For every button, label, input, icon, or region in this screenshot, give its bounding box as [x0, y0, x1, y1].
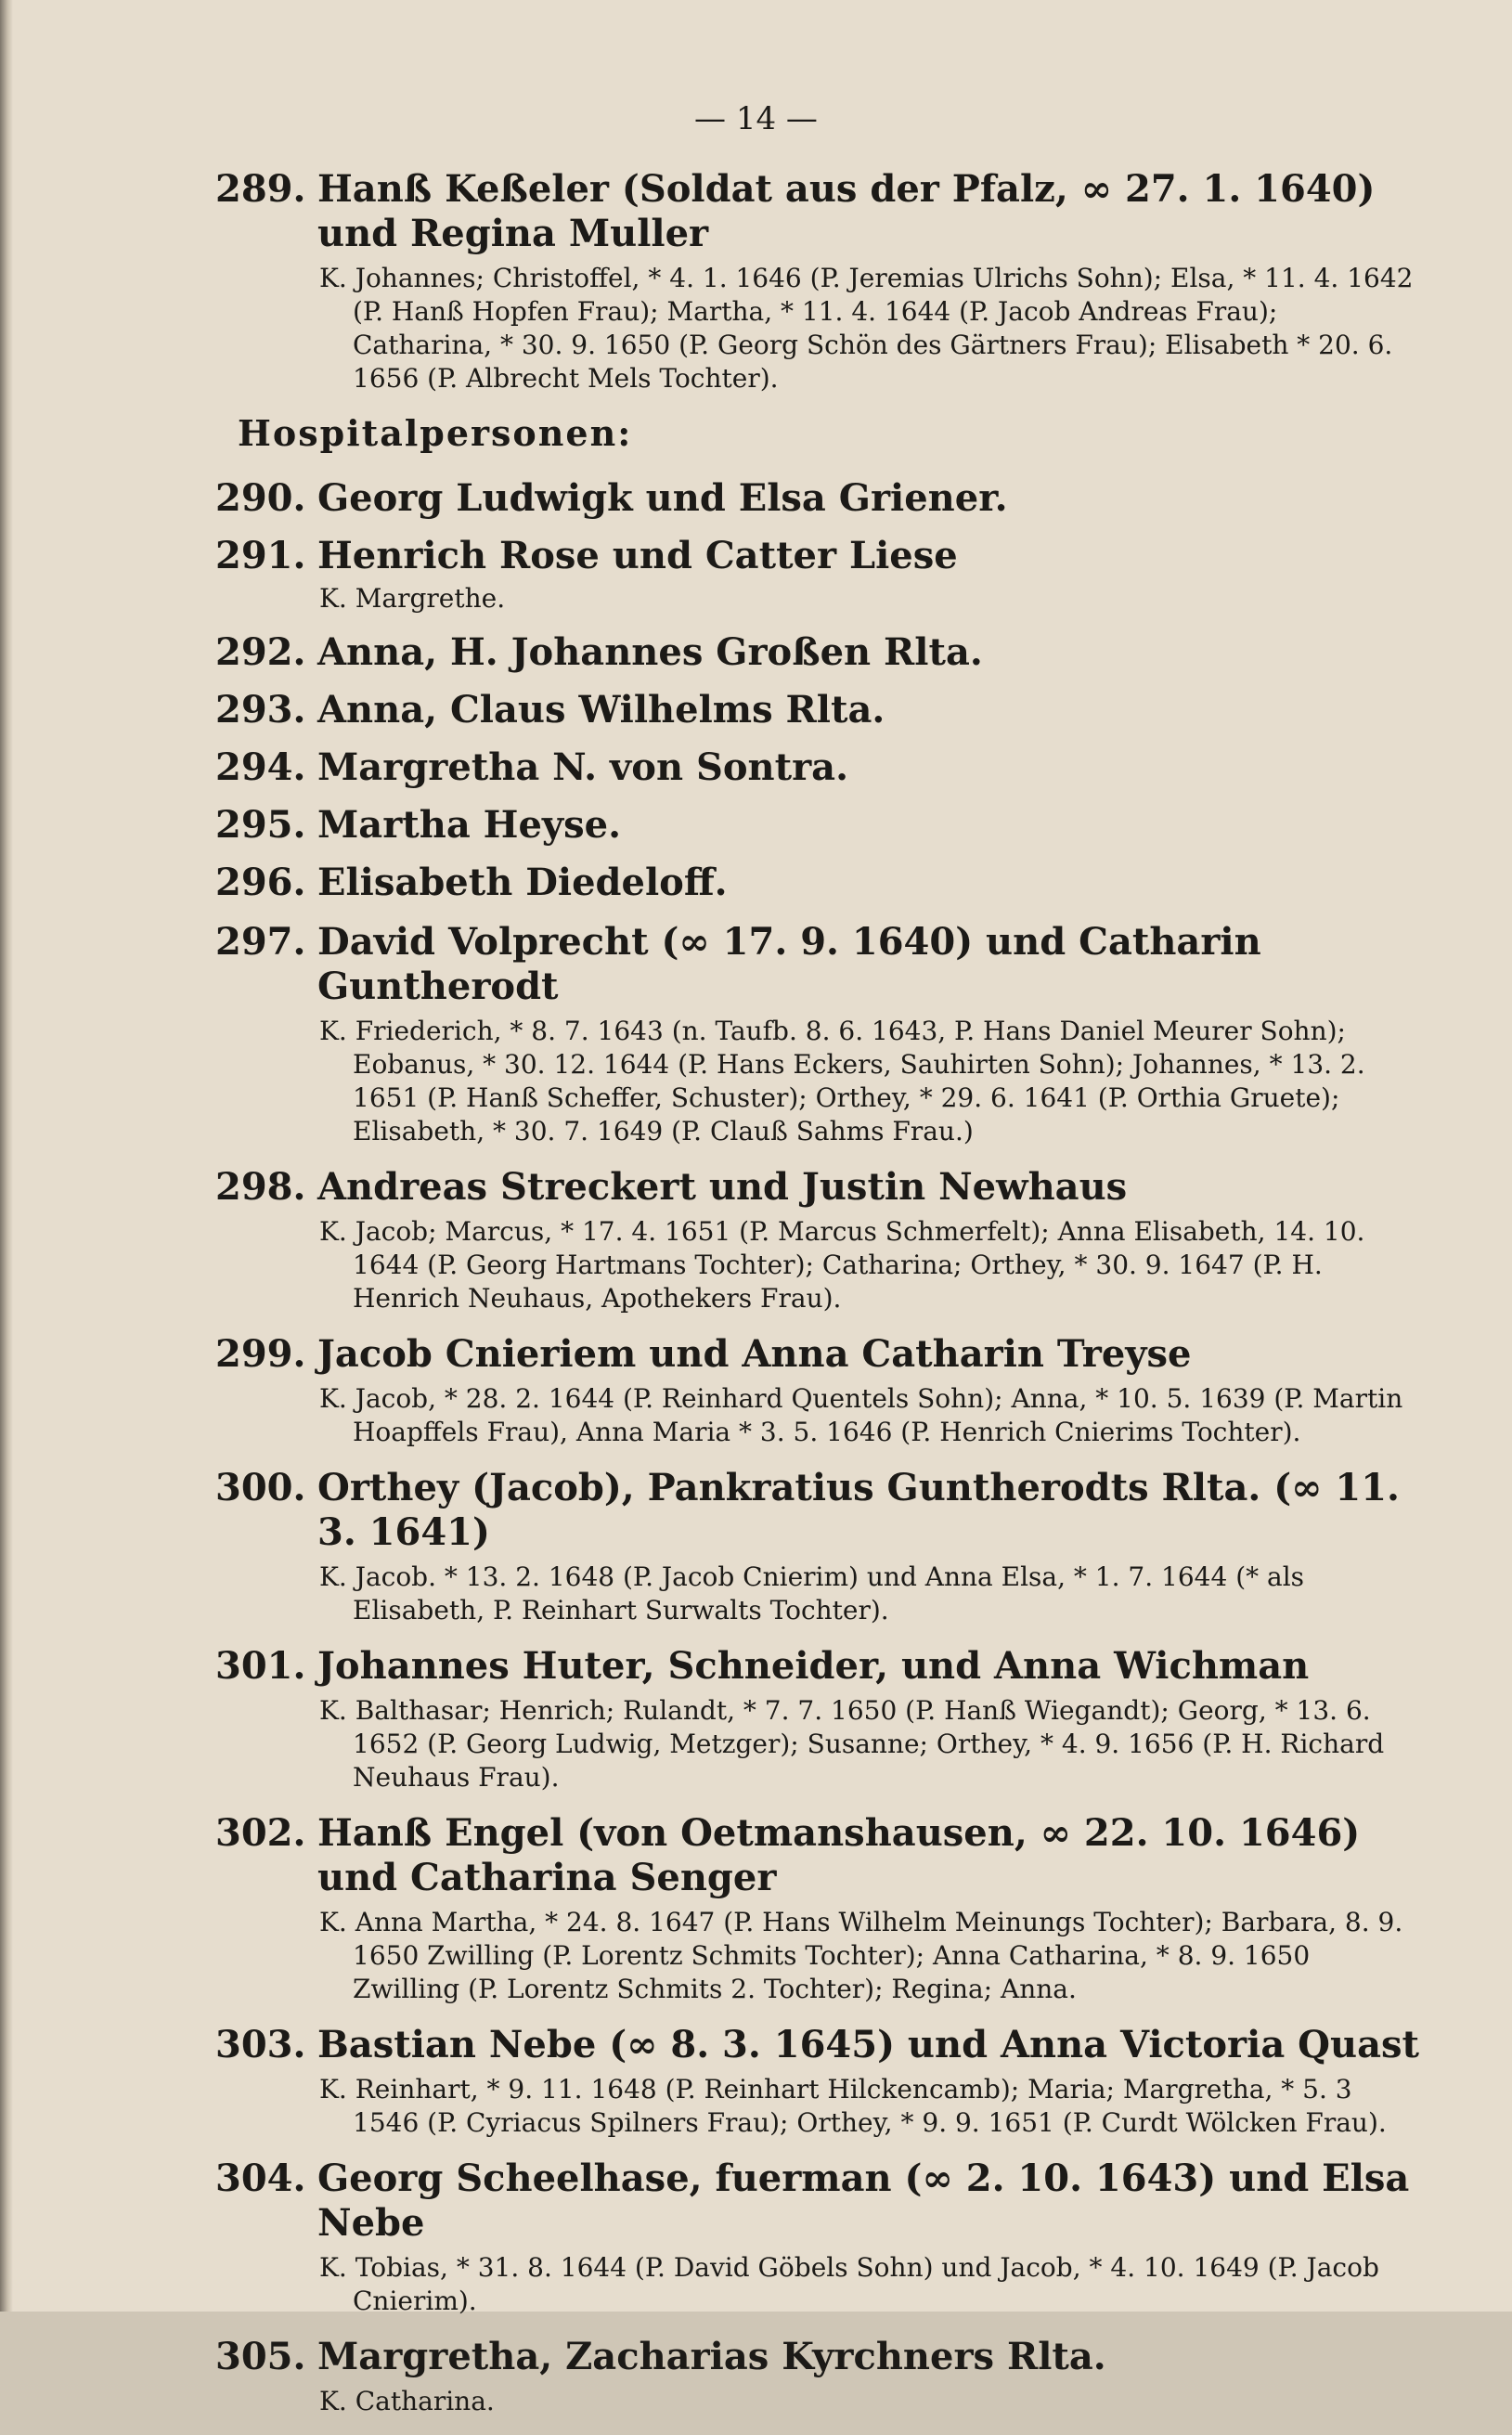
entry-heading — [215, 2157, 1422, 2246]
entry-number: 298. — [215, 1165, 306, 1209]
entry-children: K. Tobias, * 31. 8. 1644 (P. David Göbels Sohn) und Jacob, * 4. 10. 1649 (P. Jacob Cnierim). — [319, 2252, 1379, 2316]
entry-number: 304. — [215, 2157, 306, 2200]
entry-heading — [215, 1811, 1422, 1900]
entry-number: 303. — [215, 2023, 306, 2066]
entry-293 — [215, 690, 1422, 731]
entry-number: 294. — [215, 745, 306, 789]
entry-298 — [215, 1165, 1422, 1315]
entry-heading — [215, 2023, 1422, 2067]
entry-number: 300. — [215, 1466, 306, 1509]
entry-heading — [215, 862, 1422, 903]
entry-heading — [215, 1466, 1422, 1555]
entry-number: 296. — [215, 861, 306, 904]
entry-heading — [215, 1165, 1422, 1210]
entry-heading — [215, 1332, 1422, 1377]
entry-title: Henrich Rose und Catter Liese — [317, 534, 958, 577]
entry-number: 291. — [215, 534, 306, 577]
entry-heading — [215, 632, 1422, 673]
entry-number: 299. — [215, 1332, 306, 1376]
entry-number: 305. — [215, 2335, 306, 2378]
entry-children: K. Balthasar; Henrich; Rulandt, * 7. 7. 1650 (P. Hanß Wiegandt); Georg, * 13. 6. 1652 (P. Georg Ludwig, Metzger); Susanne; Orthey, * 4. 9. 1656 (P. H. Richard Neuhaus Frau). — [319, 1695, 1385, 1793]
entry-296 — [215, 862, 1422, 903]
page-edge-shadow — [0, 0, 13, 2312]
entry-title: Bastian Nebe (∞ 8. 3. 1645) und Anna Victoria Quast — [317, 2023, 1420, 2066]
entry-title: Margretha, Zacharias Kyrchners Rlta. — [317, 2335, 1106, 2378]
entry-title: Elisabeth Diedeloff. — [317, 861, 728, 904]
entry-295 — [215, 805, 1422, 846]
entry-number: 297. — [215, 920, 306, 964]
entry-children: K. Reinhart, * 9. 11. 1648 (P. Reinhart Hilckencamb); Maria; Margretha, * 5. 3 1546 (P. Cyriacus Spilners Frau); Orthey, * 9. 9. 1651 (P. Curdt Wölcken Frau). — [319, 2074, 1387, 2138]
entry-number: 290. — [215, 476, 306, 520]
entry-heading — [215, 1644, 1422, 1689]
entry-title: Anna, Claus Wilhelms Rlta. — [317, 688, 885, 732]
entry-number: 301. — [215, 1644, 306, 1688]
entry-heading — [215, 536, 1422, 576]
entry-289 — [215, 167, 1422, 395]
entry-number: 289. — [215, 167, 306, 211]
entry-heading — [215, 478, 1422, 519]
entry-title: Jacob Cnieriem und Anna Catharin Treyse — [317, 1332, 1192, 1376]
entry-number: 292. — [215, 630, 306, 674]
entry-heading — [215, 167, 1422, 256]
entry-303 — [215, 2023, 1422, 2140]
entry-children: K. Jacob, * 28. 2. 1644 (P. Reinhard Quentels Sohn); Anna, * 10. 5. 1639 (P. Martin Hoapffels Frau), Anna Maria * 3. 5. 1646 (P. Henrich Cnierims Tochter). — [319, 1383, 1403, 1447]
entry-children: K. Anna Martha, * 24. 8. 1647 (P. Hans Wilhelm Meinungs Tochter); Barbara, 8. 9. 1650 Zwilling (P. Lorentz Schmits Tochter); Anna Catharina, * 8. 9. 1650 Zwilling (P. Lorentz Schmits 2. Tochter); Regina; Anna. — [319, 1907, 1403, 2004]
entry-294 — [215, 747, 1422, 788]
entry-title: Georg Scheelhase, fuerman (∞ 2. 10. 1643) und Elsa Nebe — [317, 2157, 1410, 2245]
entry-heading — [215, 920, 1422, 1009]
entry-children: K. Friederich, * 8. 7. 1643 (n. Taufb. 8. 6. 1643, P. Hans Daniel Meurer Sohn); Eobanus, * 30. 12. 1644 (P. Hans Eckers, Sauhirten Sohn); Johannes, * 13. 2. 1651 (P. Hanß Scheffer, Schuster); Orthey, * 29. 6. 1641 (P. Orthia Gruete); Elisabeth, * 30. 7. 1649 (P. Clauß Sahms Frau.) — [319, 1016, 1365, 1146]
entry-304 — [215, 2157, 1422, 2318]
entry-number: 293. — [215, 688, 306, 732]
entry-number: 295. — [215, 803, 306, 847]
entry-children: K. Catharina. — [319, 2386, 495, 2416]
entry-heading — [215, 2335, 1422, 2379]
entry-title: Hanß Keßeler (Soldat aus der Pfalz, ∞ 27. 1. 1640) und Regina Muller — [317, 167, 1376, 255]
entry-302 — [215, 1811, 1422, 2006]
entry-heading — [215, 747, 1422, 788]
entry-title: Anna, H. Johannes Großen Rlta. — [317, 630, 983, 674]
section-heading: Hospitalpersonen: — [238, 412, 633, 454]
entry-title: Georg Ludwigk und Elsa Griener. — [317, 476, 1008, 520]
page-number: — 14 — — [694, 100, 818, 137]
entry-title: Johannes Huter, Schneider, und Anna Wichman — [317, 1644, 1310, 1688]
entry-300 — [215, 1466, 1422, 1627]
document-body — [215, 167, 1422, 2435]
entry-heading — [215, 805, 1422, 846]
entry-292 — [215, 632, 1422, 673]
entry-children: K. Margrethe. — [319, 583, 506, 614]
entry-children: K. Johannes; Christoffel, * 4. 1. 1646 (P. Jeremias Ulrichs Sohn); Elsa, * 11. 4. 1642 (P. Hanß Hopfen Frau); Martha, * 11. 4. 1644 (P. Jacob Andreas Frau); Catharina, * 30. 9. 1650 (P. Georg Schön des Gärtners Frau); Elisabeth * 20. 6. 1656 (P. Albrecht Mels Tochter). — [319, 263, 1414, 394]
entry-title: Margretha N. von Sontra. — [317, 745, 848, 789]
entry-291 — [215, 536, 1422, 615]
entry-301 — [215, 1644, 1422, 1794]
entry-299 — [215, 1332, 1422, 1449]
entry-heading — [215, 690, 1422, 731]
entry-290 — [215, 478, 1422, 519]
entry-title: Orthey (Jacob), Pankratius Guntherodts Rlta. (∞ 11. 3. 1641) — [317, 1466, 1400, 1554]
entry-title: Hanß Engel (von Oetmanshausen, ∞ 22. 10. 1646) und Catharina Senger — [317, 1811, 1361, 1899]
entry-children: K. Jacob. * 13. 2. 1648 (P. Jacob Cnierim) und Anna Elsa, * 1. 7. 1644 (* als Elisabeth, P. Reinhart Surwalts Tochter). — [319, 1561, 1305, 1625]
entry-title: Martha Heyse. — [317, 803, 622, 847]
entry-children: K. Jacob; Marcus, * 17. 4. 1651 (P. Marcus Schmerfelt); Anna Elisabeth, 14. 10. 1644 (P. Georg Hartmans Tochter); Catharina; Orthey, * 30. 9. 1647 (P. H. Henrich Neuhaus, Apothekers Frau). — [319, 1216, 1365, 1314]
entry-number: 302. — [215, 1811, 306, 1855]
entry-297 — [215, 920, 1422, 1148]
entry-title: Andreas Streckert und Justin Newhaus — [317, 1165, 1128, 1209]
entry-305 — [215, 2335, 1422, 2418]
entry-title: David Volprecht (∞ 17. 9. 1640) und Catharin Guntherodt — [317, 920, 1261, 1008]
